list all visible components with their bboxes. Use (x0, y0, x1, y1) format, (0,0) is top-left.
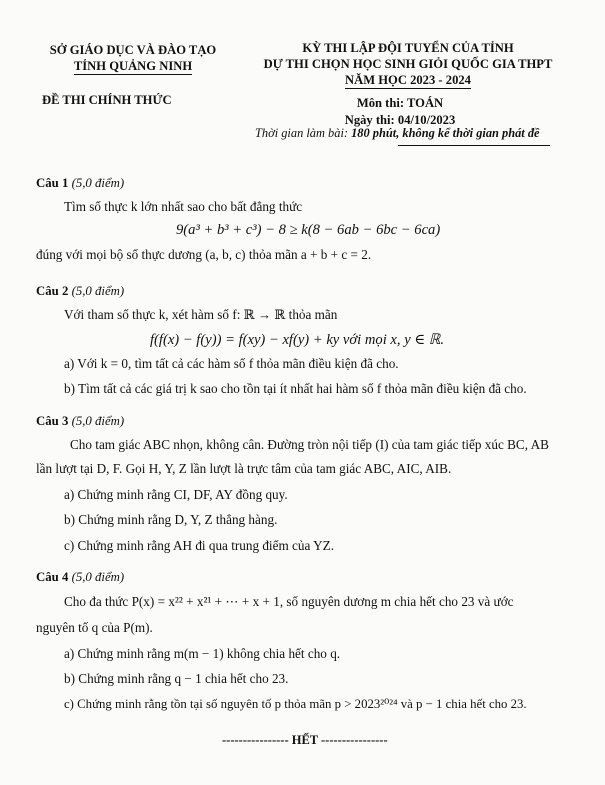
question-1-line-3: đúng với mọi bộ số thực dương (a, b, c) thỏa mãn a + b + c = 2. (36, 247, 372, 262)
official-exam-label: ĐỀ THI CHÍNH THỨC (42, 93, 172, 107)
question-3-part-a: a) Chứng minh rằng CI, DF, AY đồng quy. (64, 487, 288, 502)
exam-header (238, 40, 578, 89)
question-4-line-2: nguyên tố q của P(m). (36, 620, 153, 635)
question-4-part-b: b) Chứng minh rằng q − 1 chia hết cho 23. (64, 671, 289, 686)
question-4-part-c: c) Chứng minh rằng tồn tại số nguyên tố p thỏa mãn p > 2023²⁰²⁴ và p − 1 chia hết cho 23. (64, 697, 527, 711)
question-2-line-1: Với tham số thực k, xét hàm số f: ℝ → ℝ thỏa mãn (64, 307, 338, 322)
department-name: SỞ GIÁO DỤC VÀ ĐÀO TẠO (49, 43, 217, 57)
question-4-part-a: a) Chứng minh rằng m(m − 1) không chia hết cho q. (64, 646, 341, 661)
end-marker: ---------------- HẾT ---------------- (222, 733, 388, 747)
question-1-label: Câu 1 (36, 176, 69, 190)
question-1-line-1: Tìm số thực k lớn nhất sao cho bất đẳng thức (64, 199, 303, 214)
question-1-points: (5,0 điểm) (71, 176, 125, 190)
time-allowed (255, 126, 540, 141)
question-2-label: Câu 2 (36, 284, 69, 298)
department-header (38, 42, 228, 75)
time-label: Thời gian làm bài: (255, 126, 352, 140)
question-1-inequality: 9(a³ + b³ + c³) − 8 ≥ k(8 − 6ab − 6bc − 6ca) (176, 222, 441, 238)
exam-date: Ngày thi: 04/10/2023 (344, 113, 456, 127)
question-3-part-b: b) Chứng minh rằng D, Y, Z thẳng hàng. (64, 512, 278, 527)
question-3-part-c: c) Chứng minh rằng AH đi qua trung điểm của YZ. (64, 538, 334, 553)
question-4-label: Câu 4 (36, 570, 69, 584)
header-divider (398, 145, 550, 146)
question-1-heading (36, 176, 124, 191)
question-2-equation: f(f(x) − f(y)) = f(xy) − xf(y) + ky với mọi x, y ∈ ℝ. (150, 332, 444, 348)
time-value: 180 phút (351, 126, 397, 140)
exam-title-line2: DỰ THI CHỌN HỌC SINH GIỎI QUỐC GIA THPT (263, 57, 553, 71)
question-3-points: (5,0 điểm) (71, 414, 125, 428)
question-2-points: (5,0 điểm) (71, 284, 125, 298)
question-2-part-b: b) Tìm tất cả các giá trị k sao cho tồn tại ít nhất hai hàm số f thỏa mãn điều kiện đã cho. (64, 381, 527, 396)
question-4-line-1: Cho đa thức P(x) = x²² + x²¹ + ⋯ + x + 1, số nguyên dương m chia hết cho 23 và ước (64, 594, 514, 609)
question-2-part-a: a) Với k = 0, tìm tất cả các hàm số f thỏa mãn điều kiện đã cho. (64, 356, 399, 371)
question-3-line-2: lần lượt tại D, F. Gọi H, Y, Z lần lượt là trực tâm của tam giác ABC, AIC, AIB. (36, 461, 452, 476)
subject: Môn thi: TOÁN (356, 96, 444, 110)
school-year: NĂM HỌC 2023 - 2024 (345, 73, 471, 87)
question-3-label: Câu 3 (36, 414, 69, 428)
question-3-line-1: Cho tam giác ABC nhọn, không cân. Đường tròn nội tiếp (I) của tam giác tiếp xúc BC, AB (70, 437, 549, 452)
question-2-heading (36, 284, 124, 299)
question-4-heading (36, 570, 124, 585)
exam-title-line1: KỲ THI LẬP ĐỘI TUYỂN CỦA TỈNH (302, 41, 514, 55)
exam-info (340, 95, 460, 129)
question-4-points: (5,0 điểm) (71, 570, 125, 584)
province-name: TỈNH QUẢNG NINH (73, 59, 193, 73)
time-note: , không kể thời gian phát đề (396, 126, 540, 140)
question-3-heading (36, 414, 124, 429)
